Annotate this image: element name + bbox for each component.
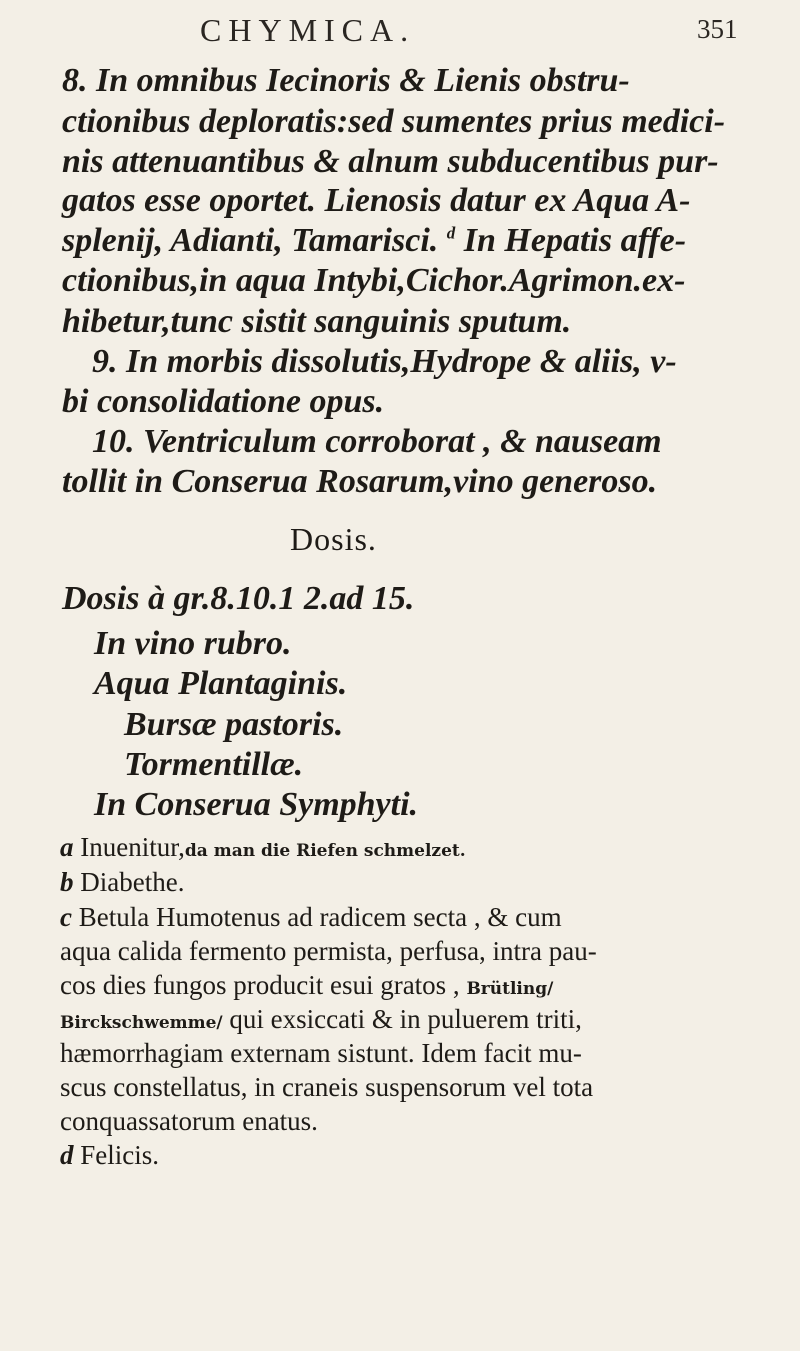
body-line-3: nis attenuantibus & alnum subducentibus pur- (62, 143, 719, 180)
footnote-a (60, 832, 466, 863)
dosis-heading: Dosis. (290, 521, 377, 557)
footnote-a-text: Inuenitur, (80, 832, 185, 862)
dosis-line-1: Dosis à gr.8.10.1 2.ad 15. (62, 580, 415, 617)
footnote-d-mark: d (60, 1140, 74, 1170)
footnote-c-line-3 (60, 970, 553, 1001)
footnote-c-line-5: hæmorrhagiam externam sistunt. Idem facit mu- (60, 1038, 582, 1068)
footnote-c-line-1 (60, 902, 562, 933)
body-line-1: 8. In omnibus Iecinoris & Lienis obstru- (62, 62, 630, 99)
dosis-line-2: In vino rubro. (94, 625, 292, 662)
body-line-4: gatos esse oportet. Lienosis datur ex Aqua A- (62, 182, 691, 219)
dosis-line-3: Aqua Plantaginis. (94, 665, 348, 702)
footnote-c-line-6: scus constellatus, in craneis suspensorum vel tota (60, 1072, 594, 1102)
footnote-d-text: Felicis. (80, 1140, 159, 1170)
footnote-a-mark: a (60, 832, 74, 862)
body-line-11: tollit in Conserua Rosarum,vino generoso. (62, 463, 658, 500)
footnote-c-text-3: cos dies fungos producit esui gratos , (60, 970, 460, 1000)
footnote-a-german: da man die Riefen schmelzet. (184, 841, 466, 861)
running-title: CHYMICA. (200, 12, 416, 48)
footnote-c-german-1: Brütling/ (466, 979, 554, 999)
body-line-10: 10. Ventriculum corroborat , & nauseam (92, 423, 662, 460)
dosis-line-6: In Conserua Symphyti. (94, 786, 419, 823)
footnote-b-mark: b (60, 867, 74, 897)
body-line-7: hibetur,tunc sistit sanguinis sputum. (62, 303, 572, 340)
footnote-c-mark: c (60, 902, 72, 932)
body-line-5 (62, 222, 686, 260)
footnote-c-text-1: Betula Humotenus ad radicem secta , & cum (78, 902, 562, 932)
body-line-6: ctionibus,in aqua Intybi,Cichor.Agrimon.ex- (62, 262, 686, 299)
footnote-d (60, 1140, 159, 1171)
footnote-b (60, 867, 184, 898)
body-line-5-text: splenij, Adianti, Tamarisci. (62, 222, 439, 259)
footnote-b-text: Diabethe. (80, 867, 185, 897)
footnote-ref-d: d (446, 223, 456, 243)
footnote-c-german-2: Birckschwemme/ (60, 1013, 223, 1033)
footnote-c-text-4: qui exsiccati & in puluerem triti, (229, 1004, 582, 1034)
body-line-8: 9. In morbis dissolutis,Hydrope & aliis, v- (92, 343, 677, 380)
body-line-9: bi consolidatione opus. (62, 383, 385, 420)
page-number: 351 (697, 14, 738, 44)
body-line-2: ctionibus deploratis:sed sumentes prius medici- (62, 103, 726, 140)
footnote-c-line-2: aqua calida fermento permista, perfusa, intra pau- (60, 936, 597, 966)
footnote-c-line-7: conquassatorum enatus. (60, 1106, 318, 1136)
body-line-5-cont: In Hepatis affe- (463, 222, 687, 259)
dosis-line-5: Tormentillæ. (124, 746, 304, 783)
footnote-c-line-4 (60, 1004, 582, 1035)
dosis-line-4: Bursæ pastoris. (124, 706, 344, 743)
